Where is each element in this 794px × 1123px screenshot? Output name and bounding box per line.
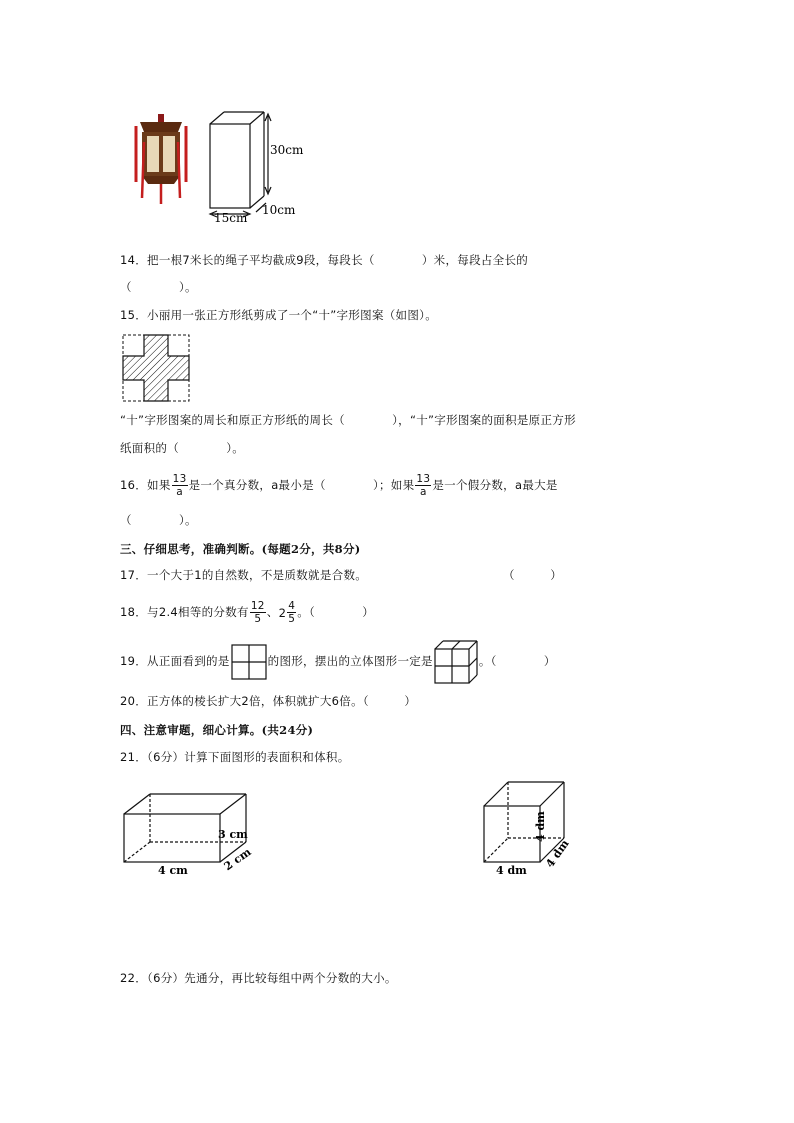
cube-b-length-label: 4 dm <box>496 864 527 877</box>
q16-part3: 是一个假分数，a最大是 <box>432 478 558 492</box>
q15-line1: 15．小丽用一张正方形纸剪成了一个“十”字形图案（如图）。 <box>120 308 437 322</box>
q16-fraction-1: $\frac{13}{a}$ <box>172 473 187 498</box>
q16-part2: 是一个真分数，a最小是（ ）；如果 <box>188 478 415 492</box>
q14-line2: （ ）。 <box>120 280 197 294</box>
cuboid-figure-a <box>118 790 258 880</box>
cuboid-a-height-label: 3 cm <box>218 828 248 841</box>
lantern-image <box>128 112 194 206</box>
section4-title: 四、注意审题，细心计算。(共24分) <box>120 723 314 737</box>
q16-line2: （ ）。 <box>120 513 197 527</box>
q18-line: 18．与2.4相等的分数有 $\frac{12}{5}$ 、2 $\frac{4}{5}$ 。（ ） <box>120 596 374 628</box>
q18-mixed-number: 2 <box>278 605 287 620</box>
q22-text: 22．（6分）先通分，再比较每组中两个分数的大小。 <box>120 971 397 985</box>
q20-text: 20．正方体的棱长扩大2倍，体积就扩大6倍。（ ） <box>120 694 417 708</box>
cube-b-height-label: 4 dm <box>534 811 547 842</box>
cuboid-height-label: 30cm <box>270 143 304 157</box>
cube-stack-figure <box>433 639 479 685</box>
cuboid-width-label: 15cm <box>214 211 248 225</box>
q16-line1 <box>120 470 558 500</box>
cross-pattern-figure <box>122 334 190 402</box>
q16-part1: 16．如果 <box>120 478 171 492</box>
q15-line3: 纸面积的（ ）。 <box>120 441 245 455</box>
q15-line2: “十”字形图案的周长和原正方形纸的周长（ ），“十”字形图案的面积是原正方形 <box>120 413 576 427</box>
q19-line: 19．从正面看到的是 的图形，摆出的立体图形一定是 。（ ） <box>120 638 556 684</box>
cube-figure-b <box>478 776 574 880</box>
cube-b-width-label: 4 dm <box>543 837 572 871</box>
q21-text: 21．（6分）计算下面图形的表面积和体积。 <box>120 750 350 764</box>
q16-fraction-2: $\frac{13}{a}$ <box>416 473 431 498</box>
section3-title: 三、仔细思考，准确判断。(每题2分，共8分) <box>120 542 361 556</box>
q14-line1: 14．把一根7米长的绳子平均截成9段，每段长（ ）米，每段占全长的 <box>120 253 529 267</box>
cuboid-figure <box>200 108 310 226</box>
q17-answer-paren: （ ） <box>503 568 562 582</box>
q18-fraction-1: $\frac{12}{5}$ <box>250 600 265 625</box>
cuboid-a-length-label: 4 cm <box>158 864 188 877</box>
cuboid-depth-label: 10cm <box>262 203 296 217</box>
front-view-grid-icon <box>230 643 268 681</box>
cuboid-a-width-label: 2 cm <box>221 845 254 874</box>
q18-fraction-2: $\frac{4}{5}$ <box>288 600 296 625</box>
q17-text: 17．一个大于1的自然数，不是质数就是合数。 <box>120 568 368 582</box>
